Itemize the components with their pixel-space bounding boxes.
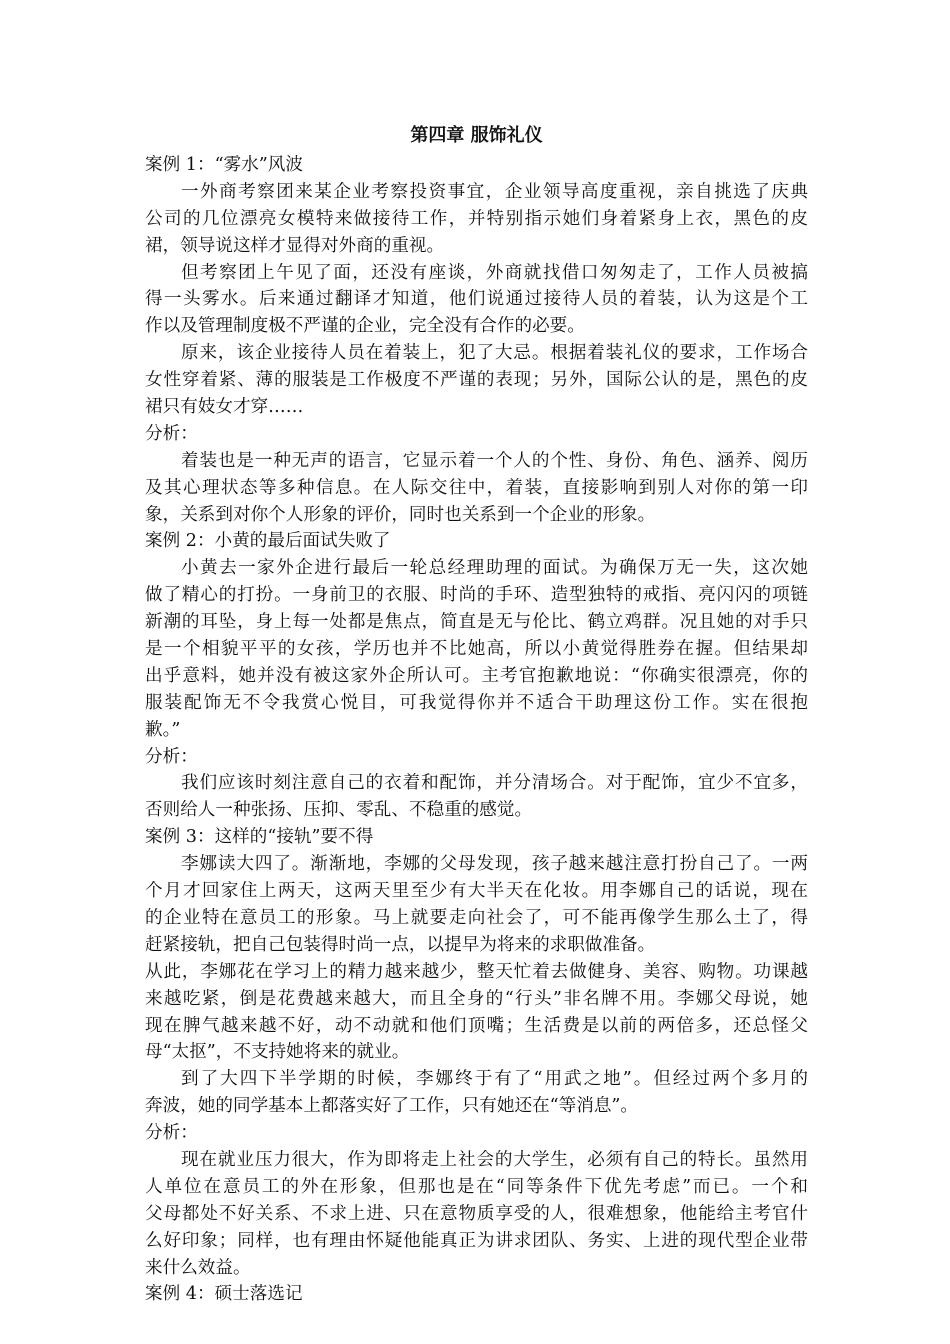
text-line: 分析： (145, 1123, 198, 1144)
text-line: 否则给人一种张扬、压抑、零乱、不稳重的感觉。 (145, 800, 533, 821)
text-line: 来越吃紧，倒是花费越来越大，而且全身的“行头”非名牌不用。李娜父母说，她 (145, 988, 808, 1009)
text-line: 作以及管理制度极不严谨的企业，完全没有合作的必要。 (145, 316, 585, 337)
text-line: 现在就业压力很大，作为即将走上社会的大学生，必须有自己的特长。虽然用 (181, 1149, 808, 1170)
text-line: 得一头雾水。后来通过翻译才知道，他们说通过接待人员的着装，认为这是个工 (145, 289, 808, 310)
text-line: 出乎意料，她并没有被这家外企所认可。主考官抱歉地说：“你确实很漂亮，你的 (145, 665, 808, 686)
text-line: 我们应该时刻注意自己的衣着和配饰，并分清场合。对于配饰，宜少不宜多， (181, 773, 808, 794)
text-line: 么好印象；同样，也有理由怀疑他能真正为讲求团队、务实、上进的现代型企业带 (145, 1230, 808, 1251)
text-line: 奔波，她的同学基本上都落实好了工作，只有她还在“等消息”。 (145, 1096, 639, 1117)
text-line: 小黄去一家外企进行最后一轮总经理助理的面试。为确保万无一失，这次她 (181, 558, 808, 579)
text-line: 象，关系到对你个人形象的评价，同时也关系到一个企业的形象。 (145, 504, 656, 525)
text-line: 公司的几位漂亮女模特来做接待工作，并特别指示她们身着紧身上衣，黑色的皮 (145, 208, 808, 229)
text-line: 来什么效益。 (145, 1257, 251, 1278)
text-line: 父母都处不好关系、不求上进、只在意物质享受的人，很难想象，他能给主考官什 (145, 1203, 808, 1224)
text-line: 案例 3：这样的“接轨”要不得 (145, 827, 374, 848)
text-line: 新潮的耳坠，身上每一处都是焦点，简直是无与伦比、鹤立鸡群。况且她的对手只 (145, 612, 808, 633)
text-line: 裙，领导说这样才显得对外商的重视。 (145, 235, 445, 256)
text-line: 到了大四下半学期的时候，李娜终于有了“用武之地”。但经过两个多月的 (181, 1069, 808, 1090)
text-line: 是一个相貌平平的女孩，学历也并不比她高，所以小黄觉得胜券在握。但结果却 (145, 639, 808, 660)
document-body (145, 152, 808, 1308)
text-line: 但考察团上午见了面，还没有座谈，外商就找借口匆匆走了，工作人员被搞 (181, 262, 808, 283)
text-line: 着装也是一种无声的语言，它显示着一个人的个性、身份、角色、涵养、阅历 (181, 450, 808, 471)
text-line: 人单位在意员工的外在形象，但那也是在“同等条件下优先考虑”而已。一个和 (145, 1176, 808, 1197)
text-line: 个月才回家住上两天，这两天里至少有大半天在化妆。用李娜自己的话说，现在 (145, 881, 808, 902)
text-line: 做了精心的打扮。一身前卫的衣服、时尚的手环、造型独特的戒指、亮闪闪的项链 (145, 585, 808, 606)
text-line: 服装配饰无不令我赏心悦目，可我觉得你并不适合干助理这份工作。实在很抱 (145, 692, 808, 713)
chapter-title: 第四章 服饰礼仪 (410, 125, 543, 146)
text-line: 案例 2：小黄的最后面试失败了 (145, 531, 391, 552)
text-line: 裙只有妓女才穿…… (145, 397, 304, 418)
text-line: 女性穿着紧、薄的服装是工作极度不严谨的表现；另外，国际公认的是，黑色的皮 (145, 370, 808, 391)
text-line: 分析： (145, 746, 198, 767)
document-page (145, 120, 808, 1308)
text-line: 的企业特在意员工的形象。马上就要走向社会了，可不能再像学生那么土了，得 (145, 907, 808, 928)
text-line: 歉。” (145, 719, 181, 740)
text-line: 李娜读大四了。渐渐地，李娜的父母发现，孩子越来越注意打扮自己了。一两 (181, 854, 808, 875)
text-line: 一外商考察团来某企业考察投资事宜，企业领导高度重视，亲自挑选了庆典 (181, 181, 808, 202)
text-line: 从此，李娜花在学习上的精力越来越少，整天忙着去做健身、美容、购物。功课越 (145, 961, 808, 982)
text-line: 及其心理状态等多种信息。在人际交往中，着装，直接影响到别人对你的第一印 (145, 477, 808, 498)
text-line: 案例 1：“雾水”风波 (145, 155, 303, 175)
text-line: 母“太抠”，不支持她将来的就业。 (145, 1042, 410, 1063)
text-line: 案例 4：硕士落选记 (145, 1284, 303, 1305)
text-line: 分析： (145, 423, 198, 444)
text-line: 现在脾气越来越不好，动不动就和他们顶嘴；生活费是以前的两倍多，还总怪父 (145, 1015, 808, 1036)
text-line: 赶紧接轨，把自己包装得时尚一点，以提早为将来的求职做准备。 (145, 934, 656, 955)
text-line: 原来，该企业接待人员在着装上，犯了大忌。根据着装礼仪的要求，工作场合 (181, 343, 808, 364)
